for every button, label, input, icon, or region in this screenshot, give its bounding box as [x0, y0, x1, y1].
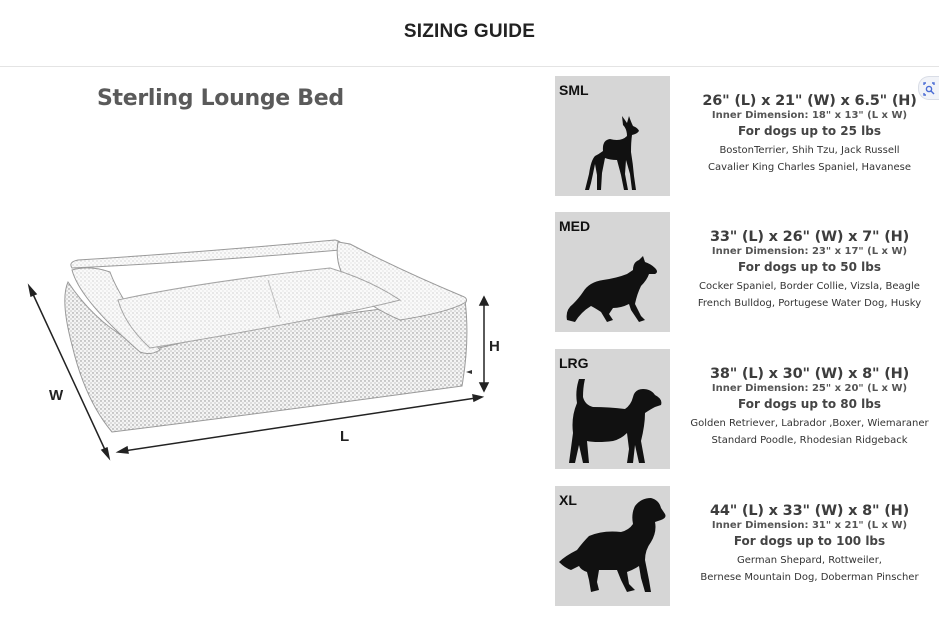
- inner-dimensions: Inner Dimension: 31" x 21" (L x W): [711, 520, 908, 531]
- inner-dimensions: Inner Dimension: 25" x 20" (L x W): [711, 383, 908, 394]
- size-code: XL: [559, 492, 577, 508]
- breed-line: Cocker Spaniel, Border Collie, Vizsla, Beagle: [699, 281, 920, 292]
- lens-icon: [919, 77, 939, 101]
- breed-line: Bernese Mountain Dog, Doberman Pinscher: [700, 572, 919, 583]
- length-label: L: [340, 428, 350, 445]
- weight-limit: For dogs up to 25 lbs: [738, 124, 881, 138]
- breed-line: Cavalier King Charles Spaniel, Havanese: [707, 162, 911, 173]
- breed-line: Golden Retriever, Labrador ,Boxer, Wiemaraner: [690, 418, 929, 429]
- size-tile-sml: [555, 76, 670, 196]
- outer-dimensions: 26" (L) x 21" (W) x 6.5" (H): [702, 93, 917, 109]
- size-tile-xl: [555, 486, 670, 606]
- size-info-lrg: [680, 349, 939, 449]
- visual-search-button[interactable]: [918, 76, 939, 100]
- size-row-med: [555, 212, 939, 332]
- size-code: SML: [559, 82, 589, 98]
- size-tile-med: [555, 212, 670, 332]
- size-code: LRG: [559, 355, 589, 371]
- weight-limit: For dogs up to 80 lbs: [738, 397, 881, 411]
- size-info-med: [680, 212, 939, 312]
- breed-list: [680, 142, 939, 176]
- outer-dimensions: 38" (L) x 30" (W) x 8" (H): [709, 366, 910, 382]
- size-row-lrg: [555, 349, 939, 469]
- breed-list: [680, 552, 939, 586]
- inner-dimensions: Inner Dimension: 18" x 13" (L x W): [711, 110, 908, 121]
- page-header: [0, 0, 939, 67]
- size-row-xl: [555, 486, 939, 606]
- height-label: H: [489, 338, 500, 355]
- breed-line: Standard Poodle, Rhodesian Ridgeback: [711, 435, 908, 446]
- size-code: MED: [559, 218, 591, 234]
- breed-list: [680, 278, 939, 312]
- outer-dimensions: 33" (L) x 26" (W) x 7" (H): [709, 229, 910, 245]
- inner-dimensions: Inner Dimension: 23" x 17" (L x W): [711, 246, 908, 257]
- size-info-xl: [680, 486, 939, 586]
- size-row-sml: [555, 76, 939, 196]
- product-title: Sterling Lounge Bed: [97, 86, 344, 111]
- breed-line: French Bulldog, Portugese Water Dog, Husky: [697, 298, 922, 309]
- width-label: W: [49, 387, 64, 404]
- breed-line: BostonTerrier, Shih Tzu, Jack Russell: [719, 145, 900, 156]
- size-tile-lrg: [555, 349, 670, 469]
- weight-limit: For dogs up to 100 lbs: [733, 534, 886, 548]
- weight-limit: For dogs up to 50 lbs: [738, 260, 881, 274]
- outer-dimensions: 44" (L) x 33" (W) x 8" (H): [709, 503, 910, 519]
- breed-line: German Shepard, Rottweiler,: [737, 555, 882, 566]
- breed-list: [680, 415, 939, 449]
- bed-illustration: [20, 225, 510, 465]
- size-info-sml: [680, 76, 939, 176]
- page-title: SIZING GUIDE: [403, 21, 536, 42]
